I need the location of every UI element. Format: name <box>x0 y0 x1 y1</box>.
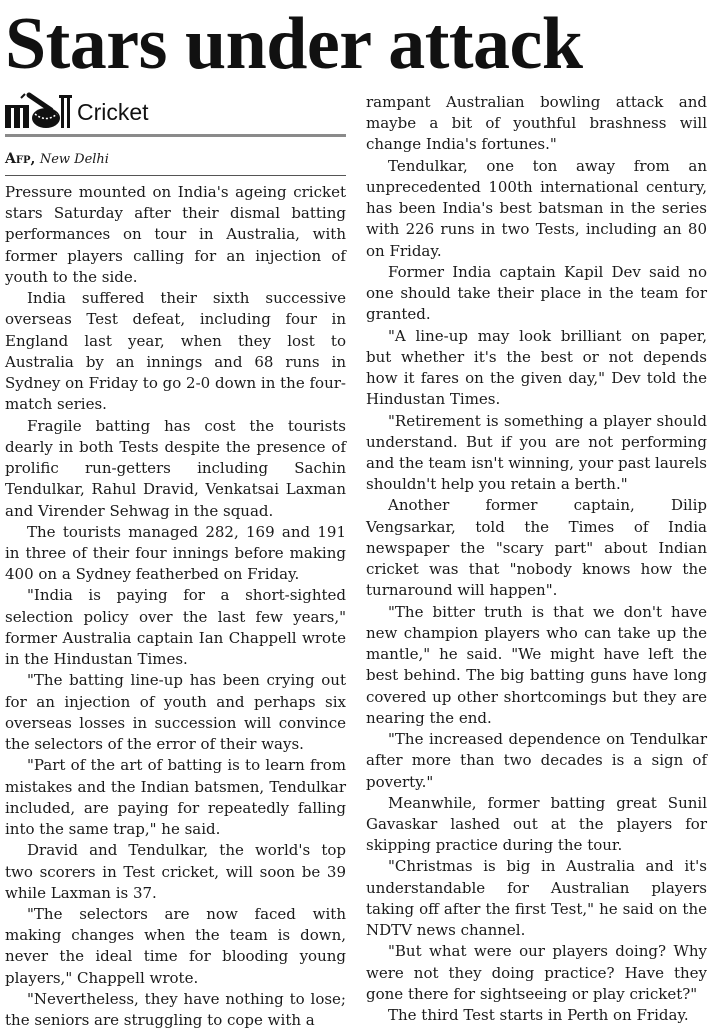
agency: Afp, <box>5 151 36 167</box>
paragraph: Fragile batting has cost the tourists dearly in both Tests despite the presence of prolific run-getters including Sachin Tendulkar, Rahul Dravid, Venkatsai Laxman and Virender Sehwag in the squad. <box>5 416 346 520</box>
paragraph: Former India captain Kapil Dev said no one should take their place in the team for granted. <box>366 262 707 324</box>
dateline-place: New Delhi <box>39 152 109 167</box>
paragraph: Tendulkar, one ton away from an unprecedented 100th international century, has been India's best batsman in the series with 226 runs in two Tests, including an 80 on Friday. <box>366 156 707 260</box>
paragraph: "The batting line-up has been crying out for an injection of youth and perhaps six overseas losses in succession will convince the selectors of the error of their ways. <box>5 671 346 754</box>
paragraph: "Retirement is something a player should understand. But if you are not performing and the team isn't winning, your past laurels shouldn't help you retain a berth." <box>366 411 707 494</box>
paragraph: Meanwhile, former batting great Sunil Gavaskar lashed out at the players for skipping practice during the tour. <box>366 793 707 855</box>
article-column-left <box>5 182 346 1031</box>
paragraph: Dravid and Tendulkar, the world's top two scorers in Test cricket, will soon be 39 while Laxman is 37. <box>5 841 346 902</box>
paragraph: India suffered their sixth successive overseas Test defeat, including four in England last year, when they lost to Australia by an innings and 68 runs in Sydney on Friday to go 2-0 down in the four-match series. <box>5 289 346 414</box>
paragraph: Another former captain, Dilip Vengsarkar, told the Times of India newspaper the "scary part" about Indian cricket was that "nobody knows how the turnaround will happen". <box>366 496 707 600</box>
paragraph: The third Test starts in Perth on Friday. <box>388 1006 689 1025</box>
paragraph: "The bitter truth is that we don't have new champion players who can take up the mantle," he said. "We might have left the best behind. The big batting guns have long covered up other shortcomings but they are nearing the end. <box>366 602 707 727</box>
article-column-right <box>366 92 707 1026</box>
paragraph: "Part of the art of batting is to learn from mistakes and the Indian batsmen, Tendulkar included, are paying for repeatedly falling into the same trap," he said. <box>5 756 346 839</box>
paragraph: "Christmas is big in Australia and it's understandable for Australian players taking off after the first Test," he said on the NDTV news channel. <box>366 857 707 940</box>
paragraph: "India is paying for a short-sighted selection policy over the last few years," former Australia captain Ian Chappell wrote in the Hindustan Times. <box>5 586 346 669</box>
paragraph: "Nevertheless, they have nothing to lose; the seniors are struggling to cope with a <box>5 989 346 1030</box>
paragraph: "But what were our players doing? Why were not they doing practice? Have they gone there for sightseeing or play cricket?" <box>366 942 707 1003</box>
paragraph: "The selectors are now faced with making changes when the team is down, never the ideal time for blooding young players," Chappell wrote. <box>5 904 346 987</box>
paragraph: "A line-up may look brilliant on paper, but whether it's the best or not depends how it fares on the given day," Dev told the Hindustan Times. <box>366 326 707 409</box>
section-label: Cricket <box>77 99 149 125</box>
headline: Stars under attack <box>5 3 583 85</box>
section-kicker <box>5 92 346 137</box>
paragraph: "The increased dependence on Tendulkar after more than two decades is a sign of poverty." <box>366 730 707 791</box>
cricket-stumps-ball-icon <box>5 92 73 130</box>
paragraph: rampant Australian bowling attack and maybe a bit of youthful brashness will change India's fortunes." <box>366 93 707 154</box>
dateline <box>5 149 346 176</box>
paragraph: Pressure mounted on India's ageing cricket stars Saturday after their dismal batting performances on tour in Australia, with former players calling for an injection of youth to the side. <box>5 183 346 286</box>
paragraph: The tourists managed 282, 169 and 191 in three of their four innings before making 400 on a Sydney featherbed on Friday. <box>5 522 346 584</box>
